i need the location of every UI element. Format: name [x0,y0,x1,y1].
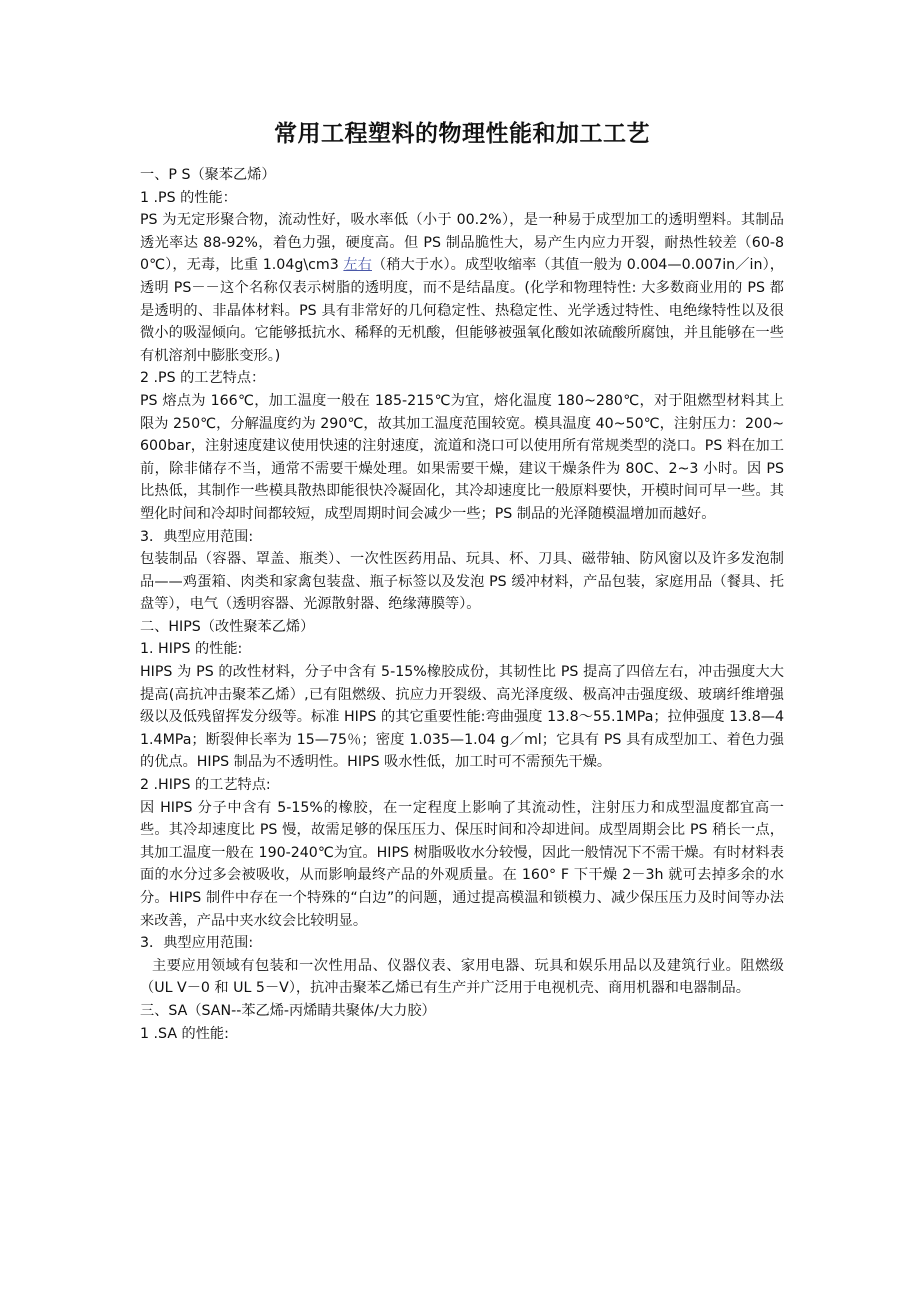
paragraph-hips-properties: HIPS 为 PS 的改性材料，分子中含有 5-15%橡胶成份，其韧性比 PS 提高了四倍左右，冲击强度大大提高(高抗冲击聚苯乙烯）,已有阻燃级、抗应力开裂级、高光泽度级、极高冲击强度级、玻璃纤维增强级以及低残留挥发分级等。标准 HIPS 的其它重要性能:弯曲强度 13.8～55.1MPa；拉伸强度 13.8—41.4MPa；断裂伸长率为 15—75％；密度 1.035—1.04 g／ml；它具有 PS 具有成型加工、着色力强的优点。HIPS 制品为不透明性。HIPS 吸水性低，加工时可不需预先干燥。 [140,664,784,771]
inline-link[interactable]: 左右 [343,257,372,274]
subheading-sa-properties: 1 .SA 的性能: [140,1025,229,1042]
subheading-ps-applications: 3．典型应用范围: [140,528,254,545]
subheading-ps-process: 2 .PS 的工艺特点： [140,370,266,387]
section-heading-hips: 二、HIPS（改性聚苯乙烯） [140,618,315,635]
subheading-hips-applications: 3．典型应用范围: [140,935,254,952]
paragraph-hips-applications: 主要应用领域有包装和一次性用品、仪器仪表、家用电器、玩具和娱乐用品以及建筑行业。阻燃级（UL V－0 和 UL 5－V），抗冲击聚苯乙烯已有生产并广泛用于电视机壳、商用机器和电器制品。 [140,957,784,997]
paragraph-text: （稍大于水）。成型收缩率（其值一般为 0.004—0.007in／in），透明 PS－－这个名称仅表示树脂的透明度，而不是结晶度。(化学和物理特性: 大多数商业用的 PS 都是透明的、非晶体材料。PS 具有非常好的几何稳定性、热稳定性、光学透过特性、电绝缘特性以及很微小的吸湿倾向。它能够抵抗水、稀释的无机酸，但能够被强氧化酸如浓硫酸所腐蚀，并且能够在一些有机溶剂中膨胀变形。) [140,257,784,364]
paragraph-hips-process: 因 HIPS 分子中含有 5-15%的橡胶，在一定程度上影响了其流动性，注射压力和成型温度都宜高一些。其冷却速度比 PS 慢，故需足够的保压压力、保压时间和冷却进间。成型周期会比 PS 稍长一点，其加工温度一般在 190-240℃为宜。HIPS 树脂吸收水分较慢，因此一般情况下不需干燥。有时材料表面的水分过多会被吸收，从而影响最终产品的外观质量。在 160° F 下干燥 2－3h 就可去掉多余的水分。HIPS 制件中存在一个特殊的“白边”的问题，通过提高模温和锁模力、减少保压压力及时间等办法来改善，产品中夹水纹会比较明显。 [140,799,784,929]
section-heading-sa: 三、SA（SAN--苯乙烯-丙烯睛共聚体/大力胶） [140,1002,436,1019]
document-page [140,118,784,1045]
subheading-ps-properties: 1 .PS 的性能： [140,189,237,206]
paragraph-ps-properties [140,209,784,367]
paragraph-text: PS 为无定形聚合物，流动性好，吸水率低（小于 00.2%），是一种易于成型加工的透明塑料。其制品透光率达 88-92%，着色力强，硬度高。但 PS 制品脆性大，易产生内应力开裂，耐热性较差（60-80℃），无毒，比重 1.04g\cm3 [140,212,784,274]
document-title: 常用工程塑料的物理性能和加工工艺 [274,121,650,147]
paragraph-ps-process: PS 熔点为 166℃，加工温度一般在 185-215℃为宜，熔化温度 180~280℃，对于阻燃型材料其上限为 250℃，分解温度约为 290℃，故其加工温度范围较宽。模具温度 40~50℃，注射压力：200~600bar，注射速度建议使用快速的注射速度，流道和浇口可以使用所有常规类型的浇口。PS 料在加工前，除非储存不当，通常不需要干燥处理。如果需要干燥，建议干燥条件为 80C、2~3 小时。因 PS 比热低，其制作一些模具散热即能很快冷凝固化，其冷却速度比一般原料要快，开模时间可早一些。其塑化时间和冷却时间都较短，成型周期时间会减少一些；PS 制品的光泽随模温增加而越好。 [140,392,784,522]
paragraph-ps-applications: 包装制品（容器、罩盖、瓶类）、一次性医药用品、玩具、杯、刀具、磁带轴、防风窗以及许多发泡制品——鸡蛋箱、肉类和家禽包装盘、瓶子标签以及发泡 PS 缓冲材料，产品包装，家庭用品（餐具、托盘等），电气（透明容器、光源散射器、绝缘薄膜等）。 [140,551,784,613]
subheading-hips-process: 2 .HIPS 的工艺特点: [140,777,271,794]
subheading-hips-properties: 1. HIPS 的性能: [140,641,243,658]
section-heading-ps: 一、P S（聚苯乙烯） [140,167,276,183]
